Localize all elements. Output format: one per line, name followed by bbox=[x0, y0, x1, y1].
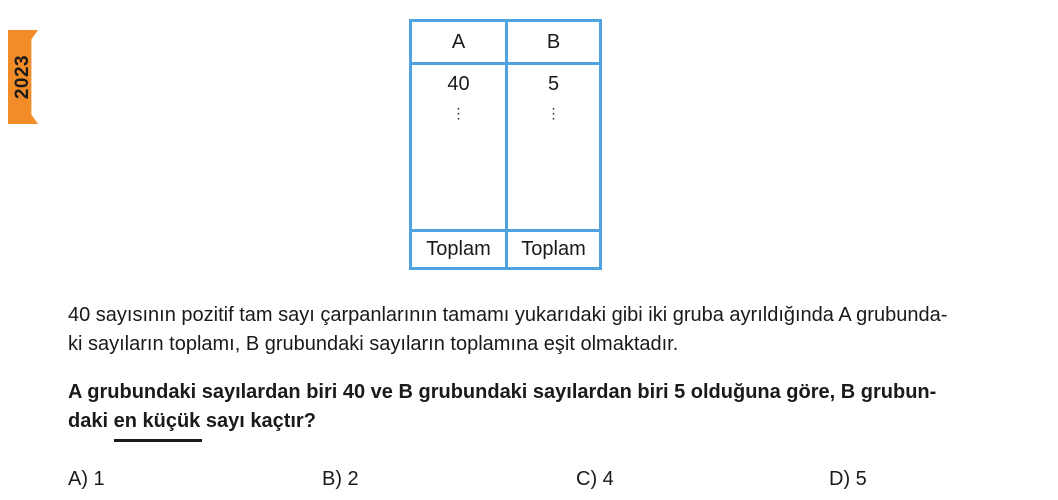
paragraph-line-2: ki sayıların toplamı, B grubundaki sayıların toplamına eşit olmaktadır. bbox=[68, 333, 679, 355]
option-a[interactable]: A) 1 bbox=[68, 468, 105, 490]
prompt-line-1: A grubundaki sayılardan biri 40 ve B grubundaki sayılardan biri 5 olduğuna göre, B grubun- bbox=[68, 381, 937, 403]
total-a: Toplam bbox=[411, 231, 507, 269]
option-b[interactable]: B) 2 bbox=[322, 468, 359, 490]
paragraph-line-1: 40 sayısının pozitif tam sayı çarpanlarının tamamı yukarıdaki gibi iki gruba ayrıldığında A grubunda- bbox=[68, 304, 948, 326]
table-body-row bbox=[411, 64, 601, 231]
prompt-line-2 bbox=[68, 407, 1048, 436]
option-c[interactable]: C) 4 bbox=[576, 468, 614, 490]
group-b-cell bbox=[507, 64, 601, 231]
question-paragraph bbox=[68, 301, 1048, 359]
emphasis-underlined: en küçük bbox=[114, 407, 201, 436]
option-d[interactable]: D) 5 bbox=[829, 468, 867, 490]
year-label: 2023 bbox=[12, 54, 33, 100]
header-b: B bbox=[507, 21, 601, 64]
year-label-wrap bbox=[8, 30, 38, 124]
prompt-line-2-start: daki bbox=[68, 410, 114, 432]
ellipsis-glyph: ⋮ bbox=[451, 105, 466, 121]
group-a-ellipsis bbox=[412, 105, 505, 121]
groups-table bbox=[409, 19, 602, 270]
table-total-row bbox=[411, 231, 601, 269]
prompt-line-2-end: sayı kaçtır? bbox=[200, 410, 316, 432]
table-header-row bbox=[411, 21, 601, 64]
group-b-value: 5 bbox=[547, 73, 560, 95]
question-prompt bbox=[68, 378, 1048, 436]
group-a-value: 40 bbox=[447, 73, 470, 95]
header-a: A bbox=[411, 21, 507, 64]
group-b-ellipsis bbox=[508, 105, 599, 121]
group-a-cell bbox=[411, 64, 507, 231]
total-b: Toplam bbox=[507, 231, 601, 269]
ellipsis-glyph: ⋮ bbox=[546, 105, 561, 121]
